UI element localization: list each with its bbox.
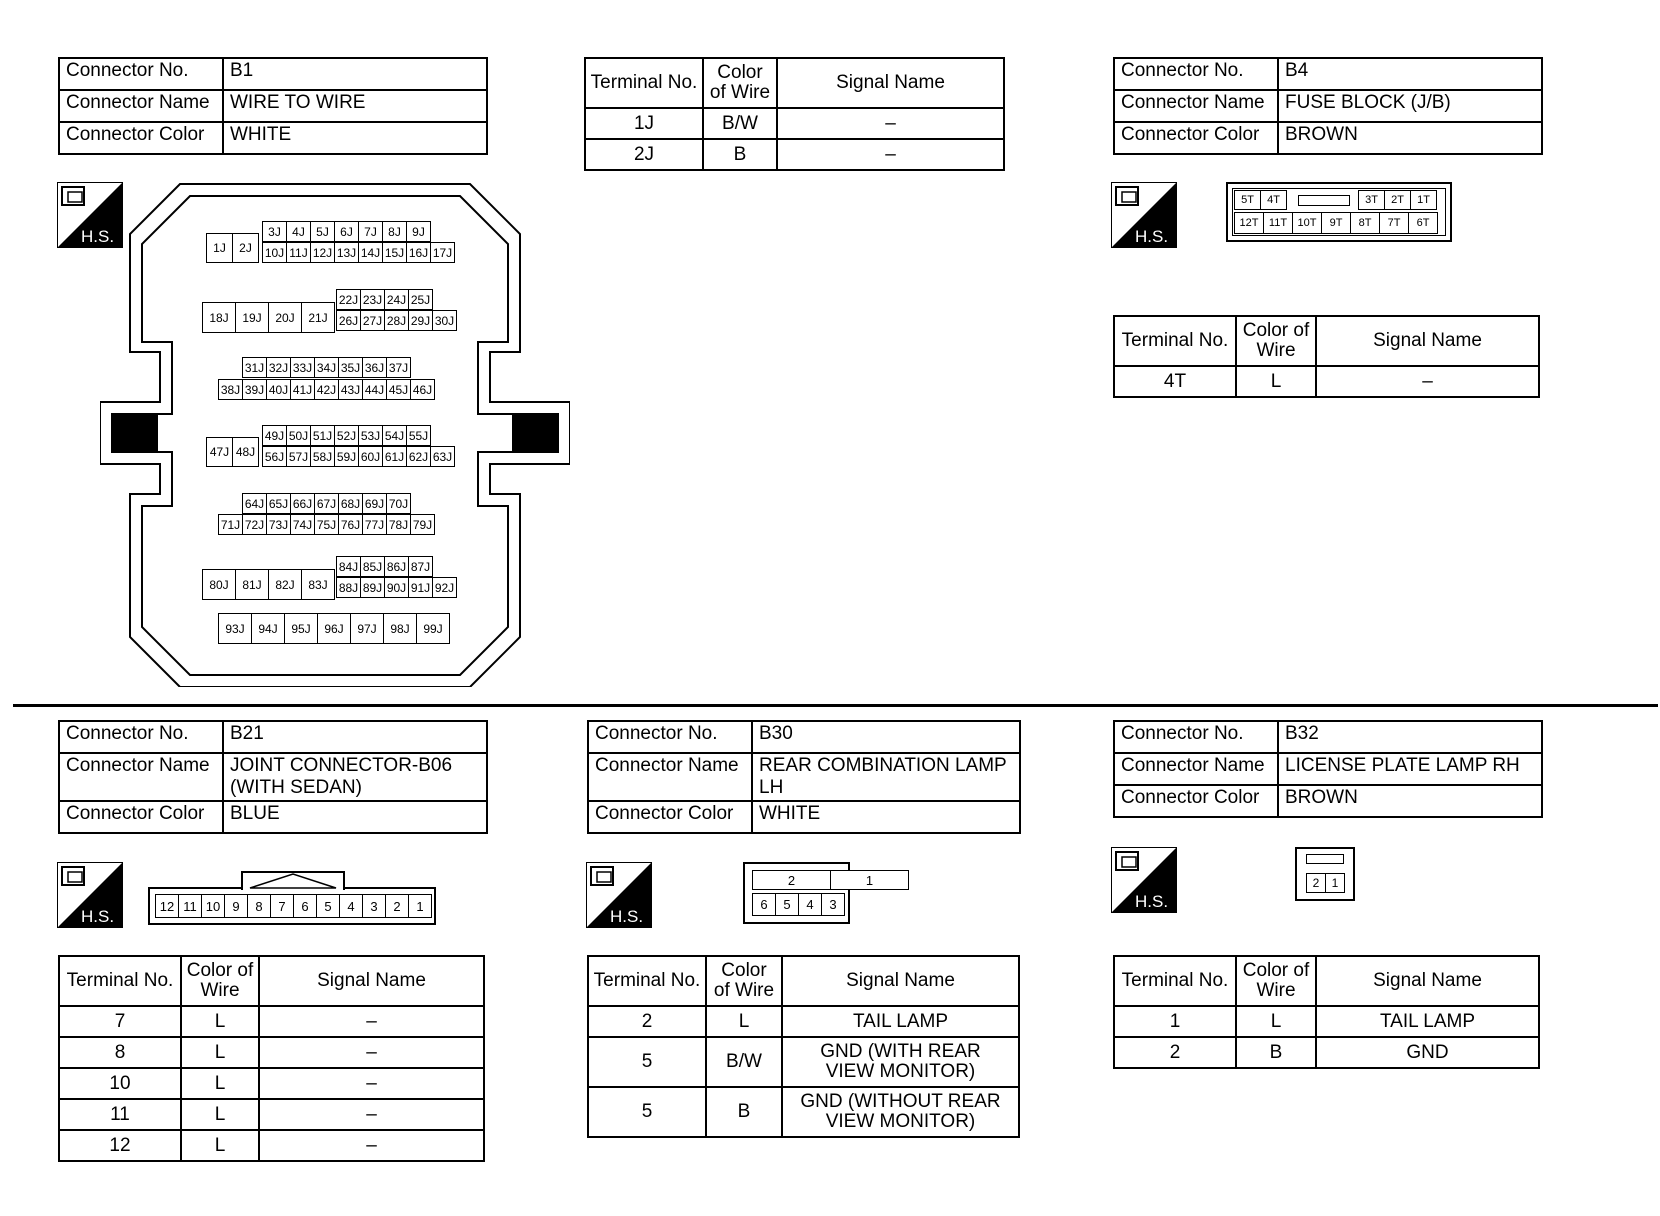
pin-1: 1 <box>830 870 909 890</box>
pin-69J: 69J <box>362 493 387 514</box>
b32-name: LICENSE PLATE LAMP RH <box>1278 753 1542 785</box>
b4-terminal-table <box>1113 315 1540 398</box>
hs-label: H.S. <box>1135 892 1169 911</box>
pin-9J: 9J <box>406 221 431 242</box>
pin-29J: 29J <box>408 310 433 331</box>
pin-95J: 95J <box>284 613 318 644</box>
hs-label: H.S. <box>81 907 115 926</box>
pin-15J: 15J <box>382 242 407 263</box>
pin-38J: 38J <box>218 379 243 400</box>
pin-22J: 22J <box>336 289 361 310</box>
b1-no: B1 <box>223 58 487 90</box>
hs-label: H.S. <box>81 227 115 246</box>
pin-75J: 75J <box>314 514 339 535</box>
b21-connector-info <box>58 720 488 834</box>
pin-37J: 37J <box>386 357 411 378</box>
b4-no: B4 <box>1278 58 1542 90</box>
cell-signal: GND (WITHOUT REAR VIEW MONITOR) <box>782 1087 1019 1137</box>
pin-3: 3 <box>362 894 386 918</box>
b4-color: BROWN <box>1278 122 1542 154</box>
pin-92J: 92J <box>432 577 457 598</box>
pin-33J: 33J <box>290 357 315 378</box>
pin-10: 10 <box>201 894 225 918</box>
pin-56J: 56J <box>262 446 287 467</box>
pin-45J: 45J <box>386 379 411 400</box>
pin-6: 6 <box>752 893 776 916</box>
pin-71J: 71J <box>218 514 243 535</box>
pin-97J: 97J <box>350 613 384 644</box>
pin-46J: 46J <box>410 379 435 400</box>
b1-connector-info <box>58 57 488 155</box>
pin-39J: 39J <box>242 379 267 400</box>
label-connector-color: Connector Color <box>588 801 752 833</box>
pin-82J: 82J <box>268 569 302 600</box>
pin-2: 2 <box>1306 873 1326 893</box>
pin-54J: 54J <box>382 425 407 446</box>
pin-49J: 49J <box>262 425 287 446</box>
pin-12: 12 <box>155 894 179 918</box>
pin-50J: 50J <box>286 425 311 446</box>
pin-10J: 10J <box>262 242 287 263</box>
pin-90J: 90J <box>384 577 409 598</box>
pin-68J: 68J <box>338 493 363 514</box>
pin-5: 5 <box>316 894 340 918</box>
pin-67J: 67J <box>314 493 339 514</box>
pin-48J: 48J <box>232 437 259 467</box>
cell-signal: – <box>259 1037 484 1068</box>
harness-side-icon <box>586 862 652 928</box>
cell-terminal: 7 <box>59 1006 181 1037</box>
pin-11J: 11J <box>286 242 311 263</box>
pin-41J: 41J <box>290 379 315 400</box>
pin-6J: 6J <box>334 221 359 242</box>
pin-98J: 98J <box>383 613 417 644</box>
pin-2: 2 <box>752 870 831 890</box>
pin-81J: 81J <box>235 569 269 600</box>
cell-color: B <box>1236 1037 1316 1068</box>
pin-3T: 3T <box>1358 190 1385 210</box>
b32-terminal-table <box>1113 955 1540 1069</box>
label-connector-name: Connector Name <box>59 90 223 122</box>
pin-8: 8 <box>247 894 271 918</box>
b21-connector-latch <box>240 868 346 892</box>
pin-7T: 7T <box>1379 212 1409 234</box>
b4-connector-key <box>1298 195 1350 206</box>
pin-23J: 23J <box>360 289 385 310</box>
b30-color: WHITE <box>752 801 1020 833</box>
b30-connector-info <box>587 720 1021 834</box>
b32-no: B32 <box>1278 721 1542 753</box>
pin-28J: 28J <box>384 310 409 331</box>
label-connector-color: Connector Color <box>1114 122 1278 154</box>
label-connector-name: Connector Name <box>1114 90 1278 122</box>
cell-color: L <box>181 1099 259 1130</box>
b1-color: WHITE <box>223 122 487 154</box>
pin-4: 4 <box>798 893 822 916</box>
pin-30J: 30J <box>432 310 457 331</box>
cell-terminal: 4T <box>1114 366 1236 397</box>
label-connector-name: Connector Name <box>588 753 752 801</box>
hdr-signal-name: Signal Name <box>777 58 1004 108</box>
pin-8J: 8J <box>382 221 407 242</box>
pin-34J: 34J <box>314 357 339 378</box>
pin-59J: 59J <box>334 446 359 467</box>
pin-32J: 32J <box>266 357 291 378</box>
pin-1: 1 <box>408 894 432 918</box>
cell-signal: GND <box>1316 1037 1539 1068</box>
pin-65J: 65J <box>266 493 291 514</box>
pin-5T: 5T <box>1234 190 1261 210</box>
hdr-color-of-wire: Color of Wire <box>706 956 782 1006</box>
pin-63J: 63J <box>430 446 455 467</box>
pin-66J: 66J <box>290 493 315 514</box>
pin-2J: 2J <box>232 233 259 263</box>
pin-10T: 10T <box>1292 212 1322 234</box>
pin-40J: 40J <box>266 379 291 400</box>
pin-94J: 94J <box>251 613 285 644</box>
b32-connector-key <box>1306 854 1344 864</box>
b4-connector-info <box>1113 57 1543 155</box>
pin-89J: 89J <box>360 577 385 598</box>
cell-color: B <box>706 1087 782 1137</box>
pin-6: 6 <box>293 894 317 918</box>
cell-color: L <box>1236 366 1316 397</box>
pin-3: 3 <box>821 893 845 916</box>
pin-78J: 78J <box>386 514 411 535</box>
pin-19J: 19J <box>235 302 269 333</box>
cell-terminal: 12 <box>59 1130 181 1161</box>
pin-83J: 83J <box>301 569 335 600</box>
pin-5: 5 <box>775 893 799 916</box>
cell-signal: TAIL LAMP <box>1316 1006 1539 1037</box>
pin-60J: 60J <box>358 446 383 467</box>
pin-77J: 77J <box>362 514 387 535</box>
pin-9: 9 <box>224 894 248 918</box>
harness-side-icon <box>1111 182 1177 248</box>
cell-terminal: 2 <box>588 1006 706 1037</box>
pin-6T: 6T <box>1408 212 1438 234</box>
pin-55J: 55J <box>406 425 431 446</box>
hs-label: H.S. <box>610 907 644 926</box>
pin-44J: 44J <box>362 379 387 400</box>
label-connector-name: Connector Name <box>1114 753 1278 785</box>
pin-87J: 87J <box>408 556 433 577</box>
pin-80J: 80J <box>202 569 236 600</box>
pin-26J: 26J <box>336 310 361 331</box>
pin-1J: 1J <box>206 233 233 263</box>
pin-9T: 9T <box>1321 212 1351 234</box>
label-connector-color: Connector Color <box>59 801 223 833</box>
hdr-color-of-wire: Color of Wire <box>181 956 259 1006</box>
pin-43J: 43J <box>338 379 363 400</box>
pin-11T: 11T <box>1263 212 1293 234</box>
b30-name: REAR COMBINATION LAMP LH <box>752 753 1020 801</box>
pin-25J: 25J <box>408 289 433 310</box>
cell-color: L <box>706 1006 782 1037</box>
label-connector-no: Connector No. <box>588 721 752 753</box>
harness-side-icon <box>1111 847 1177 913</box>
b21-terminal-table <box>58 955 485 1162</box>
pin-12J: 12J <box>310 242 335 263</box>
cell-terminal: 5 <box>588 1037 706 1087</box>
pin-72J: 72J <box>242 514 267 535</box>
pin-8T: 8T <box>1350 212 1380 234</box>
pin-18J: 18J <box>202 302 236 333</box>
b1-name: WIRE TO WIRE <box>223 90 487 122</box>
pin-1: 1 <box>1325 873 1345 893</box>
pin-7J: 7J <box>358 221 383 242</box>
cell-color: B/W <box>703 108 777 139</box>
pin-76J: 76J <box>338 514 363 535</box>
label-connector-color: Connector Color <box>59 122 223 154</box>
pin-84J: 84J <box>336 556 361 577</box>
pin-51J: 51J <box>310 425 335 446</box>
cell-color: L <box>181 1037 259 1068</box>
cell-signal: – <box>1316 366 1539 397</box>
hdr-signal-name: Signal Name <box>782 956 1019 1006</box>
cell-color: B <box>703 139 777 170</box>
pin-4J: 4J <box>286 221 311 242</box>
cell-terminal: 8 <box>59 1037 181 1068</box>
cell-signal: – <box>259 1006 484 1037</box>
pin-2T: 2T <box>1384 190 1411 210</box>
pin-70J: 70J <box>386 493 411 514</box>
b4-name: FUSE BLOCK (J/B) <box>1278 90 1542 122</box>
hdr-signal-name: Signal Name <box>259 956 484 1006</box>
pin-4: 4 <box>339 894 363 918</box>
hdr-color-of-wire: Color of Wire <box>1236 316 1316 366</box>
label-connector-no: Connector No. <box>59 721 223 753</box>
label-connector-name: Connector Name <box>59 753 223 801</box>
cell-terminal: 5 <box>588 1087 706 1137</box>
b1-terminal-table <box>584 57 1005 171</box>
pin-1T: 1T <box>1410 190 1437 210</box>
cell-terminal: 2J <box>585 139 703 170</box>
cell-color: L <box>181 1068 259 1099</box>
hdr-terminal-no: Terminal No. <box>1114 316 1236 366</box>
pin-79J: 79J <box>410 514 435 535</box>
pin-64J: 64J <box>242 493 267 514</box>
hdr-terminal-no: Terminal No. <box>585 58 703 108</box>
pin-17J: 17J <box>430 242 455 263</box>
label-connector-no: Connector No. <box>1114 58 1278 90</box>
pin-11: 11 <box>178 894 202 918</box>
cell-signal: GND (WITH REAR VIEW MONITOR) <box>782 1037 1019 1087</box>
pin-61J: 61J <box>382 446 407 467</box>
hdr-terminal-no: Terminal No. <box>1114 956 1236 1006</box>
pin-2: 2 <box>385 894 409 918</box>
pin-3J: 3J <box>262 221 287 242</box>
pin-52J: 52J <box>334 425 359 446</box>
pin-12T: 12T <box>1234 212 1264 234</box>
pin-58J: 58J <box>310 446 335 467</box>
hdr-signal-name: Signal Name <box>1316 956 1539 1006</box>
cell-terminal: 10 <box>59 1068 181 1099</box>
pin-73J: 73J <box>266 514 291 535</box>
pin-16J: 16J <box>406 242 431 263</box>
cell-color: L <box>181 1006 259 1037</box>
cell-terminal: 11 <box>59 1099 181 1130</box>
b21-name: JOINT CONNECTOR-B06 (WITH SEDAN) <box>223 753 487 801</box>
pin-5J: 5J <box>310 221 335 242</box>
pin-21J: 21J <box>301 302 335 333</box>
pin-36J: 36J <box>362 357 387 378</box>
pin-74J: 74J <box>290 514 315 535</box>
cell-signal: – <box>259 1099 484 1130</box>
label-connector-no: Connector No. <box>1114 721 1278 753</box>
pin-85J: 85J <box>360 556 385 577</box>
cell-terminal: 1 <box>1114 1006 1236 1037</box>
pin-42J: 42J <box>314 379 339 400</box>
pin-99J: 99J <box>416 613 450 644</box>
pin-4T: 4T <box>1260 190 1287 210</box>
pin-91J: 91J <box>408 577 433 598</box>
pin-31J: 31J <box>242 357 267 378</box>
label-connector-no: Connector No. <box>59 58 223 90</box>
cell-color: L <box>1236 1006 1316 1037</box>
cell-color: L <box>181 1130 259 1161</box>
pin-53J: 53J <box>358 425 383 446</box>
cell-signal: – <box>259 1130 484 1161</box>
cell-signal: – <box>777 139 1004 170</box>
pin-93J: 93J <box>218 613 252 644</box>
section-divider <box>13 704 1658 707</box>
cell-signal: – <box>777 108 1004 139</box>
pin-24J: 24J <box>384 289 409 310</box>
pin-20J: 20J <box>268 302 302 333</box>
cell-signal: TAIL LAMP <box>782 1006 1019 1037</box>
hdr-terminal-no: Terminal No. <box>588 956 706 1006</box>
harness-side-icon <box>57 862 123 928</box>
cell-terminal: 1J <box>585 108 703 139</box>
b21-no: B21 <box>223 721 487 753</box>
pin-13J: 13J <box>334 242 359 263</box>
hdr-signal-name: Signal Name <box>1316 316 1539 366</box>
hdr-color-of-wire: Color of Wire <box>703 58 777 108</box>
cell-signal: – <box>259 1068 484 1099</box>
b21-color: BLUE <box>223 801 487 833</box>
label-connector-color: Connector Color <box>1114 785 1278 817</box>
pin-35J: 35J <box>338 357 363 378</box>
b30-no: B30 <box>752 721 1020 753</box>
b32-connector-info <box>1113 720 1543 818</box>
pin-57J: 57J <box>286 446 311 467</box>
b32-color: BROWN <box>1278 785 1542 817</box>
pin-7: 7 <box>270 894 294 918</box>
hdr-color-of-wire: Color of Wire <box>1236 956 1316 1006</box>
pin-14J: 14J <box>358 242 383 263</box>
pin-96J: 96J <box>317 613 351 644</box>
b30-terminal-table <box>587 955 1020 1138</box>
pin-62J: 62J <box>406 446 431 467</box>
pin-47J: 47J <box>206 437 233 467</box>
pin-88J: 88J <box>336 577 361 598</box>
pin-27J: 27J <box>360 310 385 331</box>
hs-label: H.S. <box>1135 227 1169 246</box>
hdr-terminal-no: Terminal No. <box>59 956 181 1006</box>
pin-86J: 86J <box>384 556 409 577</box>
cell-terminal: 2 <box>1114 1037 1236 1068</box>
cell-color: B/W <box>706 1037 782 1087</box>
